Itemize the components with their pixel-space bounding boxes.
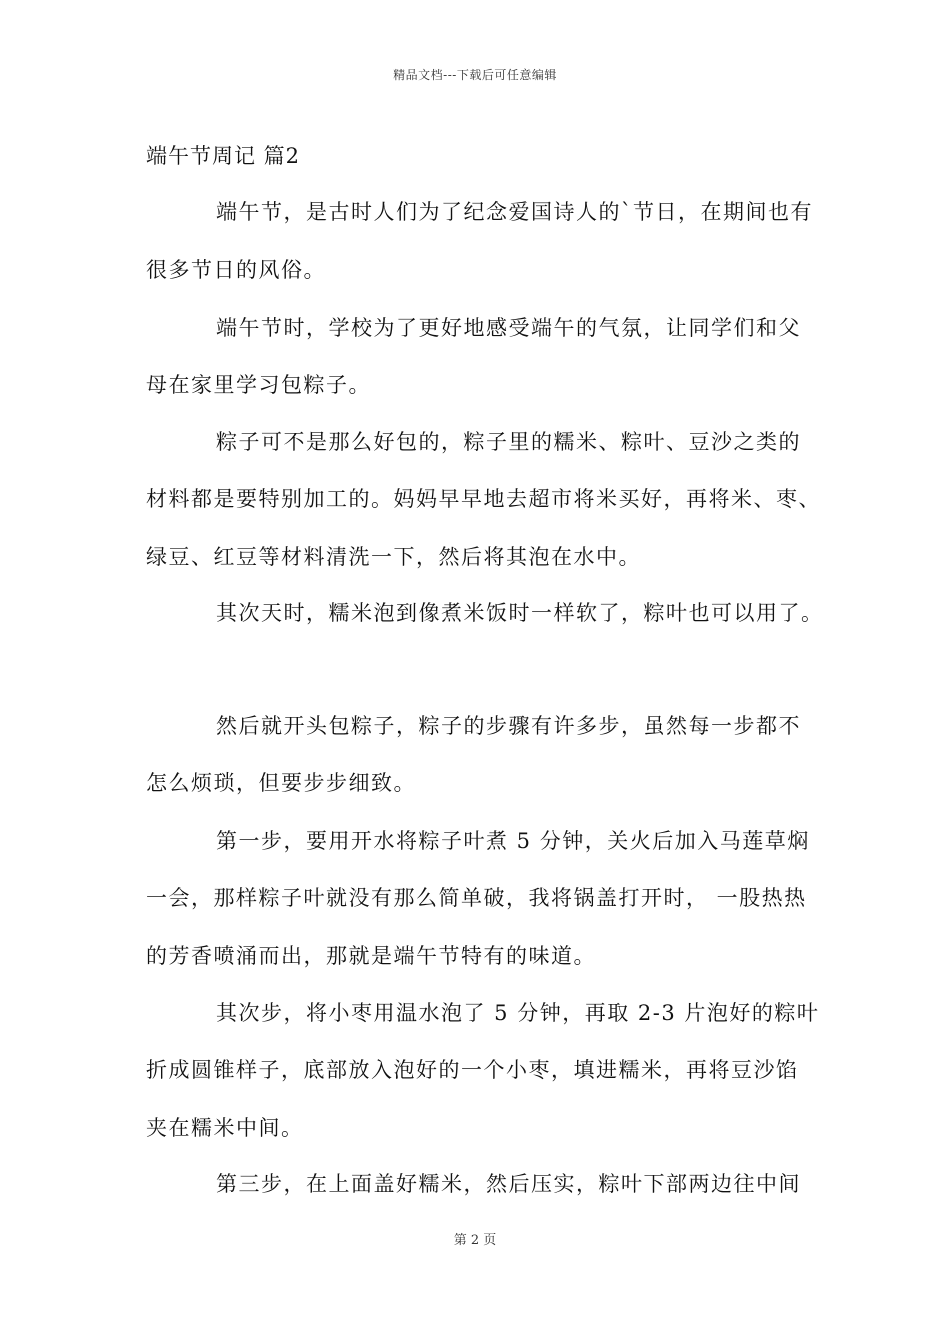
paragraph-line: 一会，那样粽子叶就没有那么简单破，我将锅盖打开时， 一股热热 (146, 886, 807, 910)
page-header: 精品文档---下载后可任意编辑 (393, 68, 557, 82)
paragraph-line: 第三步，在上面盖好糯米，然后压实，粽叶下部两边往中间 (216, 1172, 801, 1196)
paragraph-line: 粽子可不是那么好包的，粽子里的糯米、粽叶、豆沙之类的 (216, 430, 801, 454)
paragraph-line: 第一步，要用开水将粽子叶煮 5 分钟，关火后加入马莲草焖 (216, 829, 810, 853)
paragraph-line: 材料都是要特别加工的。妈妈早早地去超市将米买好，再将米、枣、 (146, 487, 821, 511)
paragraph-line: 怎么烦琐，但要步步细致。 (146, 771, 416, 795)
paragraph-line: 然后就开头包粽子，粽子的步骤有许多步，虽然每一步都不 (216, 714, 801, 738)
paragraph-line: 的芳香喷涌而出，那就是端午节特有的味道。 (146, 944, 596, 968)
page-number: 第 2 页 (453, 1233, 497, 1248)
paragraph-line: 母在家里学习包粽子。 (146, 373, 371, 397)
paragraph-line: 端午节时，学校为了更好地感受端午的气氛，让同学们和父 (216, 316, 801, 340)
paragraph-line: 绿豆、红豆等材料清洗一下，然后将其泡在水中。 (146, 545, 641, 569)
paragraph-line: 其次天时，糯米泡到像煮米饭时一样软了，粽叶也可以用了。 (216, 601, 824, 625)
paragraph-line: 折成圆锥样子，底部放入泡好的一个小枣，填进糯米，再将豆沙馅 (146, 1058, 799, 1082)
paragraph-line: 夹在糯米中间。 (146, 1116, 304, 1140)
paragraph-line: 端午节，是古时人们为了纪念爱国诗人的`节日，在期间也有 (216, 200, 813, 224)
paragraph-line: 很多节日的风俗。 (146, 258, 326, 282)
document-title: 端午节周记 篇2 (146, 144, 301, 168)
paragraph-line: 其次步，将小枣用温水泡了 5 分钟，再取 2-3 片泡好的粽叶 (216, 1001, 820, 1025)
